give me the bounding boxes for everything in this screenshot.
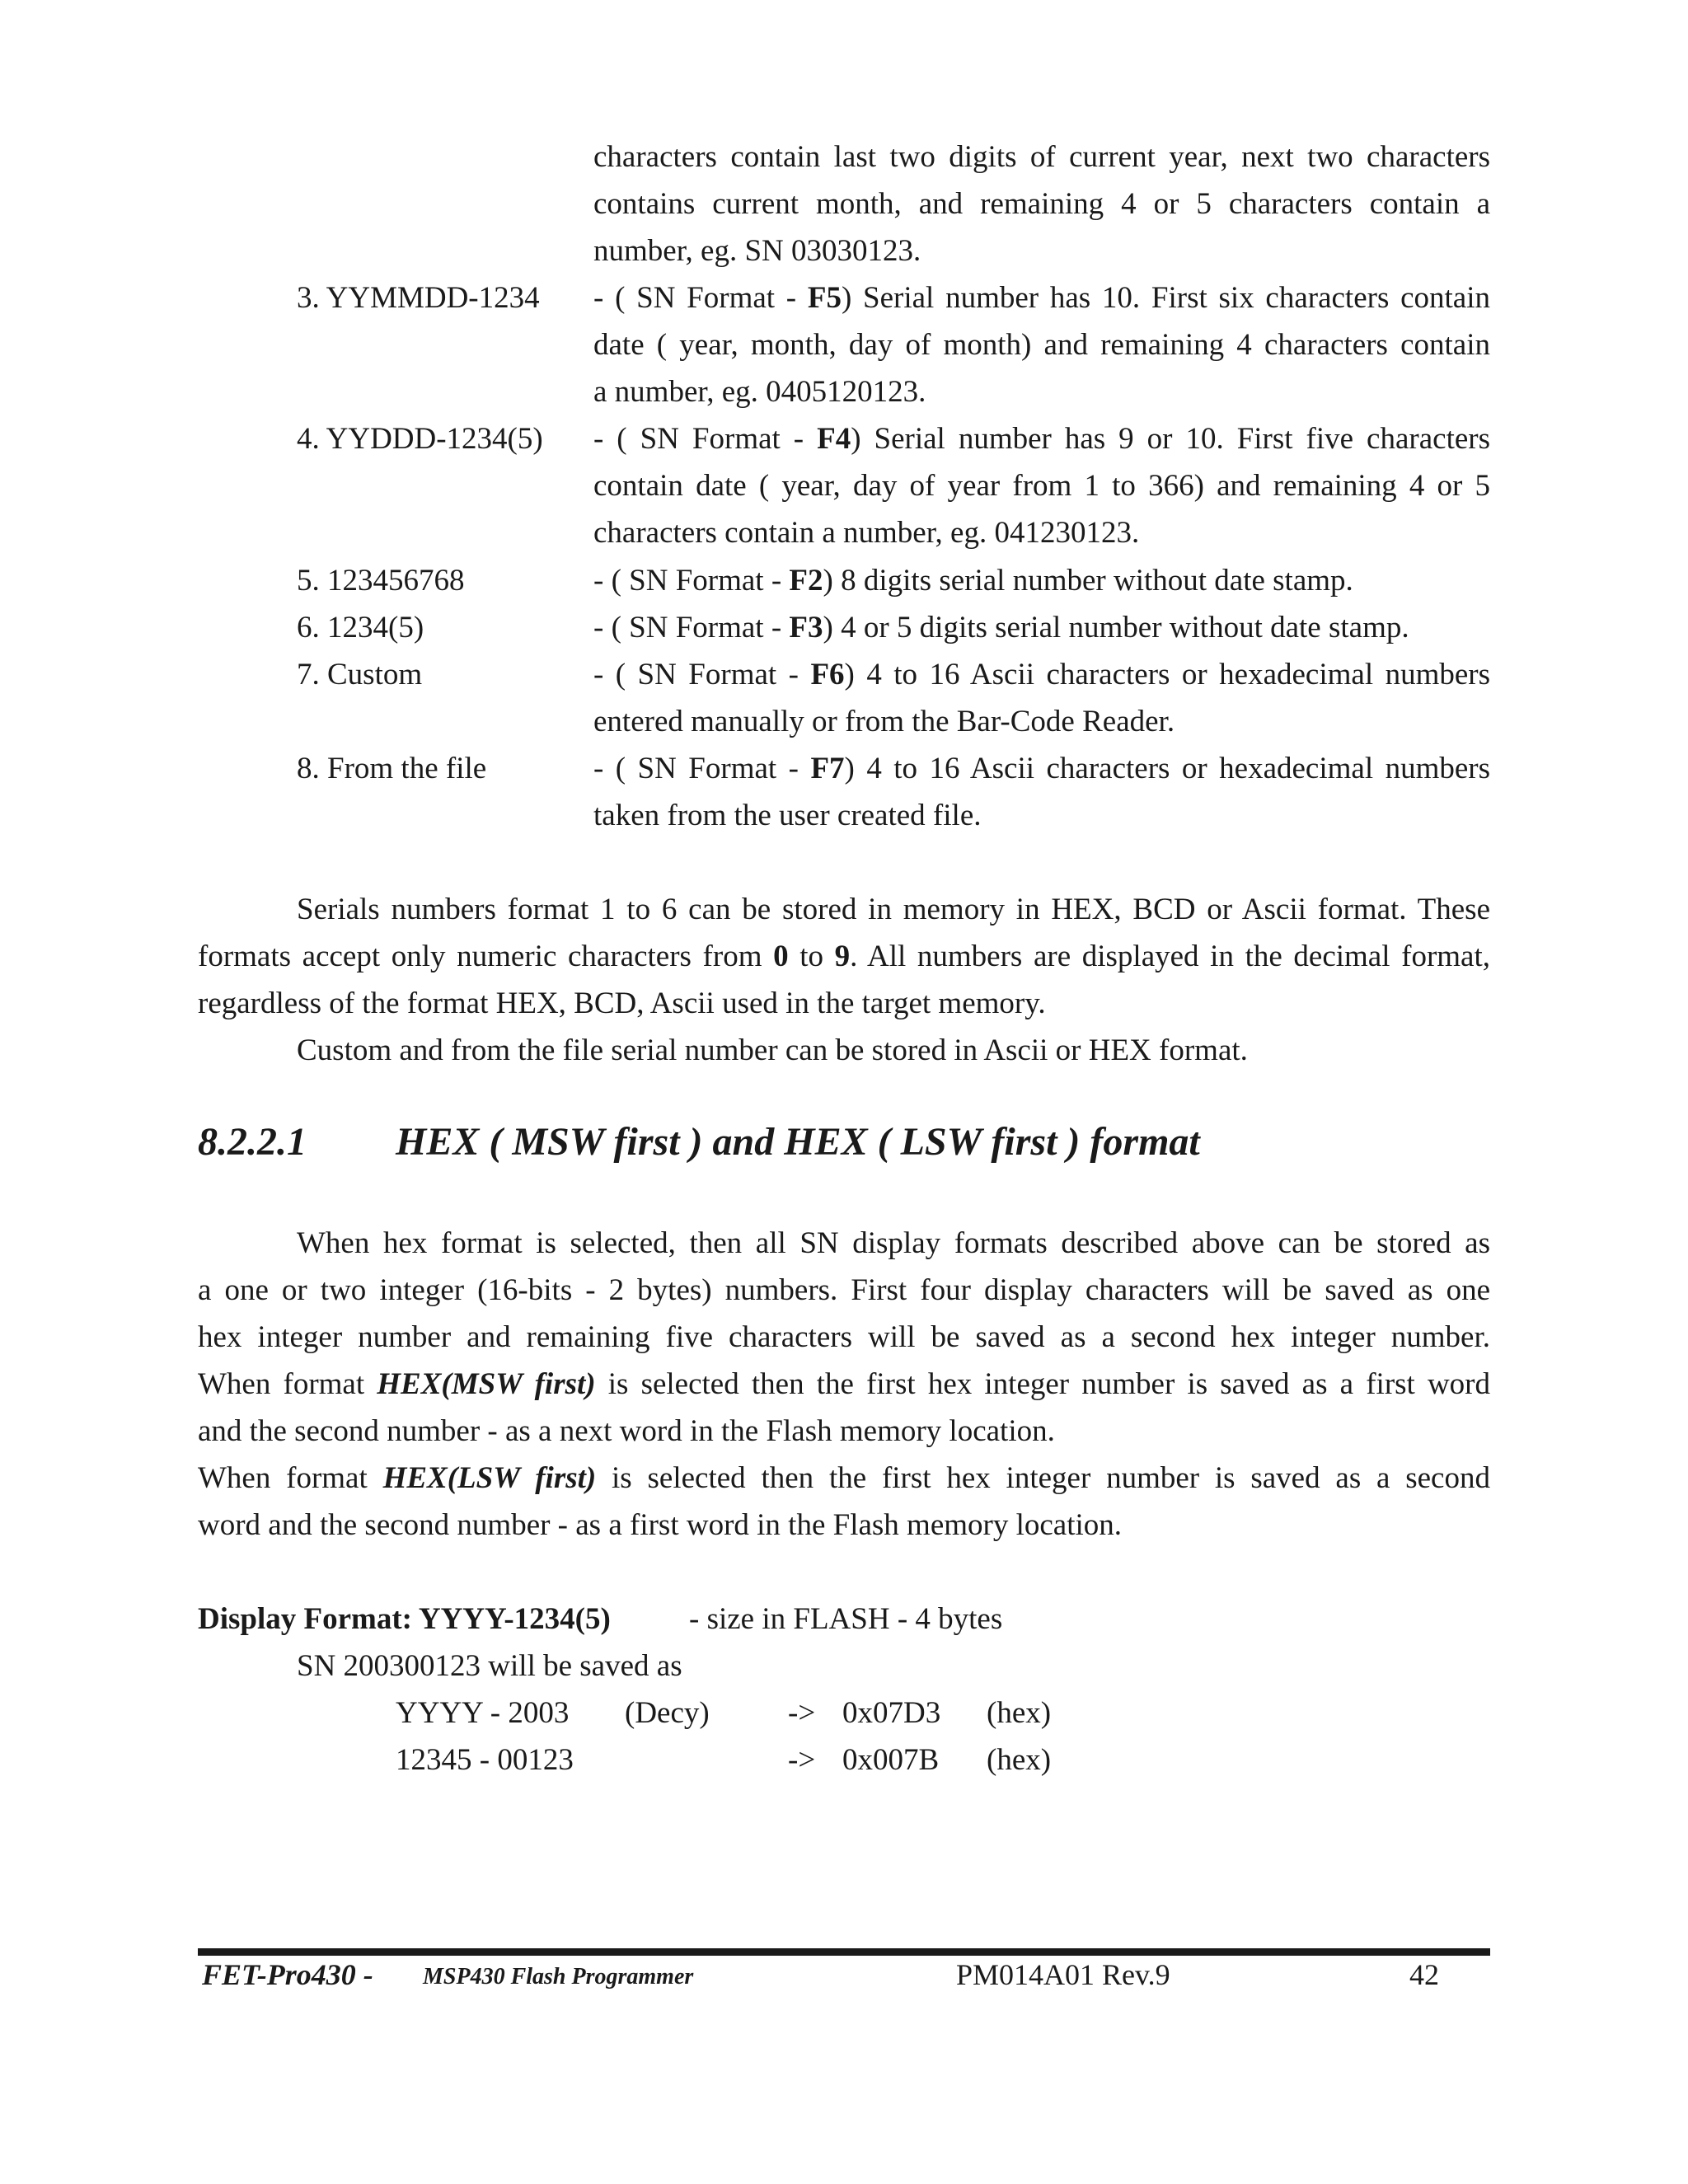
example-row-1-arrow: -> xyxy=(788,1696,816,1730)
item-desc-3-line-3: a number, eg. 0405120123. xyxy=(593,375,926,409)
intro-line-2: contains current month, and remaining 4 or 5 characters contain a xyxy=(593,187,1490,221)
item-desc-4-line-2: contain date ( year, day of year from 1 to 366) and remaining 4 or 5 xyxy=(593,469,1490,503)
item-desc-4-line-3: characters contain a number, eg. 041230123. xyxy=(593,516,1140,550)
example-row-2-value: 12345 - 00123 xyxy=(396,1743,574,1777)
para1-line-2: formats accept only numeric characters from 0 to 9. All numbers are displayed in the decimal format, xyxy=(198,940,1491,973)
para1-line-4: Custom and from the file serial number can be stored in Ascii or HEX format. xyxy=(297,1033,1248,1067)
intro-line-3: number, eg. SN 03030123. xyxy=(593,234,921,268)
para2-line-3: hex integer number and remaining five characters will be saved as a second hex integer number. xyxy=(198,1320,1490,1354)
intro-line-1: characters contain last two digits of current year, next two characters xyxy=(593,140,1490,174)
para2-line-1: When hex format is selected, then all SN display formats described above can be stored as xyxy=(297,1226,1490,1260)
footer-product: FET-Pro430 - xyxy=(202,1958,373,1991)
para1-line-3: regardless of the format HEX, BCD, Ascii used in the target memory. xyxy=(198,987,1046,1020)
item-term-3: 3. YYMMDD-1234 xyxy=(297,281,540,315)
item-term-5: 5. 123456768 xyxy=(297,564,465,598)
section-number: 8.2.2.1 xyxy=(198,1120,307,1164)
format-name-msw: HEX(MSW first) xyxy=(377,1367,596,1401)
item-desc-6-line-1: - ( SN Format - F3) 4 or 5 digits serial number without date stamp. xyxy=(593,611,1409,644)
item-format-code: F5 xyxy=(807,281,842,315)
para1-line-1: Serials numbers format 1 to 6 can be stored in memory in HEX, BCD or Ascii format. These xyxy=(297,893,1490,926)
item-desc-3-line-1: - ( SN Format - F5) Serial number has 10. First six characters contain xyxy=(593,281,1490,315)
example-size: - size in FLASH - 4 bytes xyxy=(689,1602,1003,1636)
item-format-code: F3 xyxy=(789,611,823,644)
item-desc-3-line-2: date ( year, month, day of month) and remaining 4 characters contain xyxy=(593,328,1490,362)
example-intro: SN 200300123 will be saved as xyxy=(297,1649,682,1683)
example-row-1-unit: (hex) xyxy=(987,1696,1052,1730)
page-number: 42 xyxy=(1409,1958,1439,1991)
format-name-lsw: HEX(LSW first) xyxy=(382,1461,597,1495)
para2-line-5: and the second number - as a next word in the Flash memory location. xyxy=(198,1414,1055,1448)
para2-line-7: word and the second number - as a first word in the Flash memory location. xyxy=(198,1508,1123,1542)
item-format-code: F2 xyxy=(789,564,823,598)
example-row-2-arrow: -> xyxy=(788,1743,816,1777)
item-desc-7-line-2: entered manually or from the Bar-Code Reader. xyxy=(593,705,1175,738)
example-row-1-hex: 0x07D3 xyxy=(842,1696,941,1730)
item-term-4: 4. YYDDD-1234(5) xyxy=(297,422,543,456)
item-format-code: F6 xyxy=(810,658,845,691)
item-term-6: 6. 1234(5) xyxy=(297,611,424,644)
para2-line-2: a one or two integer (16-bits - 2 bytes) numbers. First four display characters will be saved as one xyxy=(198,1273,1490,1307)
para2-line-4: When format HEX(MSW first) is selected then the first hex integer number is saved as a first word xyxy=(198,1367,1491,1401)
item-term-8: 8. From the file xyxy=(297,752,487,785)
item-desc-8-line-2: taken from the user created file. xyxy=(593,799,982,832)
item-desc-4-line-1: - ( SN Format - F4) Serial number has 9 or 10. First five characters xyxy=(593,422,1490,456)
item-term-7: 7. Custom xyxy=(297,658,423,691)
footer-subtitle: MSP430 Flash Programmer xyxy=(423,1964,694,1990)
footer-rule xyxy=(198,1948,1490,1956)
example-label: Display Format: YYYY-1234(5) xyxy=(198,1602,611,1636)
example-row-2-unit: (hex) xyxy=(987,1743,1052,1777)
para2-line-6: When format HEX(LSW first) is selected then the first hex integer number is saved as a second xyxy=(198,1461,1490,1495)
item-format-code: F7 xyxy=(810,752,845,785)
section-title: HEX ( MSW first ) and HEX ( LSW first ) format xyxy=(396,1120,1200,1164)
item-format-code: F4 xyxy=(817,422,851,456)
item-desc-8-line-1: - ( SN Format - F7) 4 to 16 Ascii characters or hexadecimal numbers xyxy=(593,752,1490,785)
example-row-2-hex: 0x007B xyxy=(842,1743,940,1777)
example-row-1-value: YYYY - 2003 xyxy=(396,1696,570,1730)
example-row-1-note: (Decy) xyxy=(625,1696,710,1730)
item-desc-5-line-1: - ( SN Format - F2) 8 digits serial number without date stamp. xyxy=(593,564,1353,598)
footer-doc-id: PM014A01 Rev.9 xyxy=(956,1958,1170,1991)
item-desc-7-line-1: - ( SN Format - F6) 4 to 16 Ascii characters or hexadecimal numbers xyxy=(593,658,1490,691)
